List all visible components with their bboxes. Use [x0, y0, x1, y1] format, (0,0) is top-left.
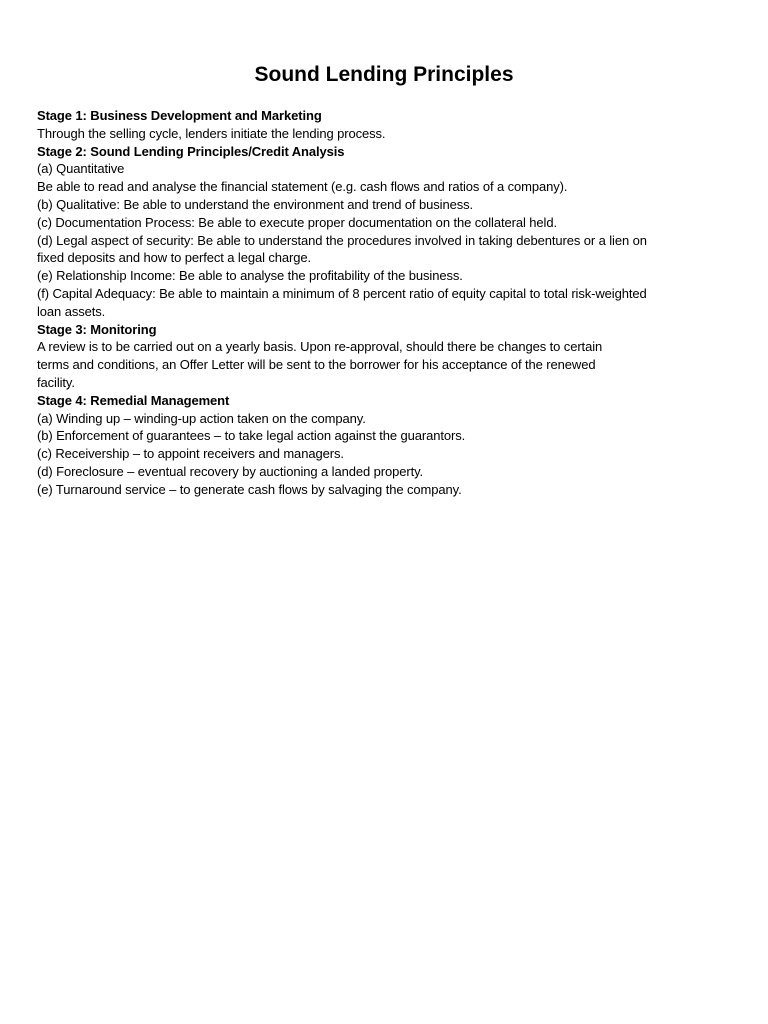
- stage2-item-d-line1: (d) Legal aspect of security: Be able to understand the procedures involved in taking debentures or a lien on: [37, 232, 647, 248]
- stage3-line1: A review is to be carried out on a yearly basis. Upon re-approval, should there be changes to certain: [37, 339, 603, 355]
- stage1-heading: Stage 1: Business Development and Marketing: [37, 108, 322, 123]
- stage2-item-a-text: Be able to read and analyse the financial statement (e.g. cash flows and ratios of a company).: [37, 179, 568, 195]
- stage3-line3: facility.: [37, 374, 75, 390]
- stage3-line2: terms and conditions, an Offer Letter will be sent to the borrower for his acceptance of the renewed: [37, 357, 596, 373]
- stage4-item-d: (d) Foreclosure – eventual recovery by auctioning a landed property.: [37, 463, 424, 479]
- stage1-text: Through the selling cycle, lenders initiate the lending process.: [37, 125, 386, 141]
- stage4-item-c: (c) Receivership – to appoint receivers and managers.: [37, 446, 344, 462]
- stage2-heading: Stage 2: Sound Lending Principles/Credit Analysis: [37, 143, 345, 159]
- stage2-item-f-line2: loan assets.: [37, 303, 106, 319]
- stage4-item-b: (b) Enforcement of guarantees – to take legal action against the guarantors.: [37, 428, 466, 444]
- stage2-item-c: (c) Documentation Process: Be able to execute proper documentation on the collateral held.: [37, 214, 557, 230]
- stage3-heading: Stage 3: Monitoring: [37, 321, 157, 337]
- page-title: Sound Lending Principles: [254, 63, 514, 86]
- document-body: [37, 107, 737, 499]
- stage2-item-d-line2: fixed deposits and how to perfect a legal charge.: [37, 250, 312, 266]
- stage4-heading: Stage 4: Remedial Management: [37, 392, 230, 408]
- stage4-item-e: (e) Turnaround service – to generate cash flows by salvaging the company.: [37, 481, 462, 497]
- stage4-item-a: (a) Winding up – winding-up action taken on the company.: [37, 410, 366, 426]
- stage2-item-f-line1: (f) Capital Adequacy: Be able to maintain a minimum of 8 percent ratio of equity capital to total risk-weighted: [37, 285, 647, 301]
- stage2-item-a-label: (a) Quantitative: [37, 161, 125, 177]
- stage2-item-b: (b) Qualitative: Be able to understand the environment and trend of business.: [37, 196, 474, 212]
- stage2-item-e: (e) Relationship Income: Be able to analyse the profitability of the business.: [37, 268, 463, 284]
